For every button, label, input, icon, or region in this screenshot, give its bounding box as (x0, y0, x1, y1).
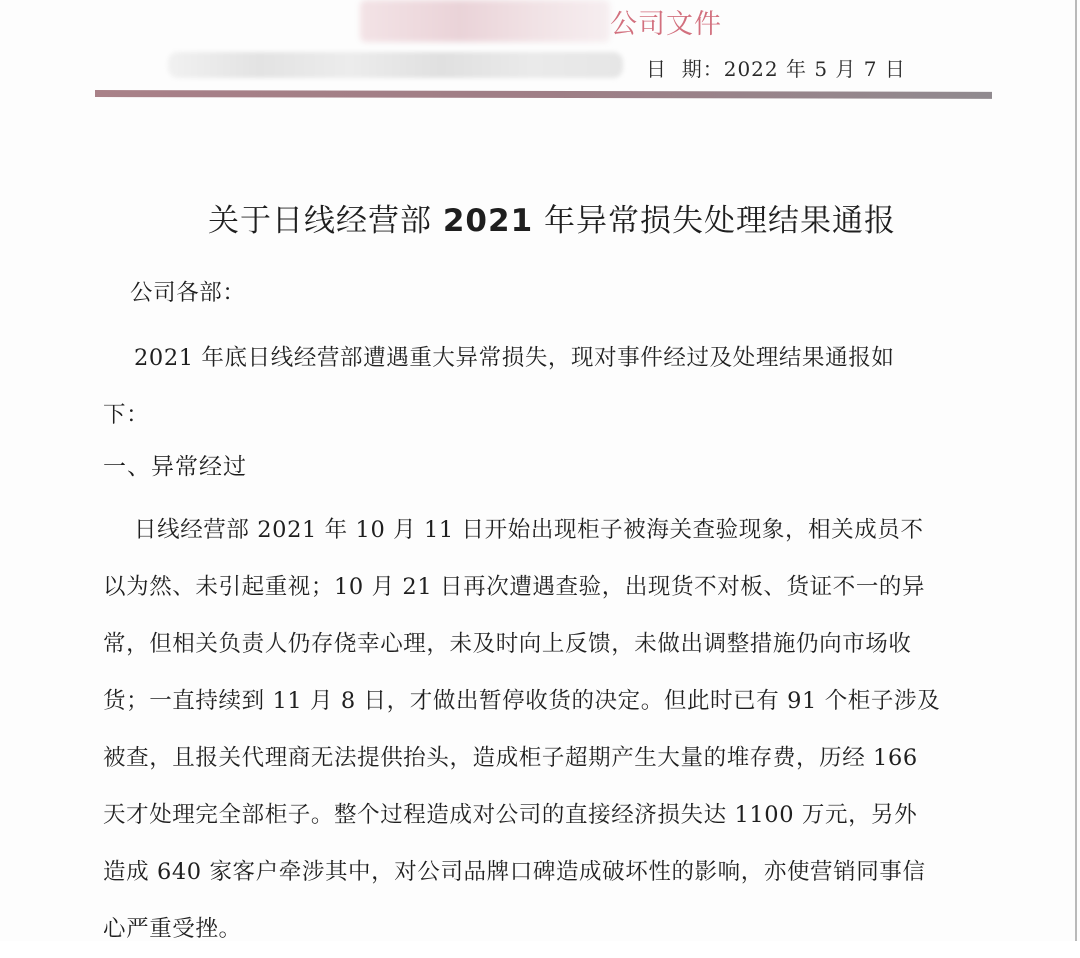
date-value: 2022 年 5 月 7 日 (723, 57, 906, 81)
paragraph-line: 以为然、未引起重视；10 月 21 日再次遭遇查验，出现货不对板、货证不一的异 (103, 574, 926, 600)
redacted-company-name (360, 0, 610, 42)
paragraph-line: 造成 640 家客户牵涉其中，对公司品牌口碑造成破坏性的影响，亦使营销同事信 (103, 859, 926, 885)
title-year: 2021 (442, 203, 534, 239)
header-divider-rule (95, 90, 992, 99)
section-heading-abnormal-process: 一、异常经过 (103, 454, 247, 480)
title-prefix: 关于日线经营部 (208, 203, 443, 239)
redacted-document-number (168, 52, 623, 78)
intro-paragraph (103, 330, 993, 444)
salutation: 公司各部： (130, 280, 246, 306)
paragraph-line: 心严重受挫。 (103, 916, 242, 942)
date-label: 日 期： (646, 57, 724, 81)
paragraph-line: 天才处理完全部柜子。整个过程造成对公司的直接经济损失达 1100 万元，另外 (103, 802, 918, 828)
page-edge (1075, 0, 1077, 941)
paragraph-line: 日线经营部 2021 年 10 月 11 日开始出现柜子被海关查验现象，相关成员不 (103, 517, 924, 543)
document-title (208, 195, 896, 240)
title-suffix: 年异常损失处理结果通报 (533, 203, 896, 239)
company-document-header: 公司文件 (610, 9, 722, 40)
paragraph-line: 被查，且报关代理商无法提供抬头，造成柜子超期产生大量的堆存费，历经 166 (103, 745, 918, 771)
document-date (646, 53, 906, 82)
paragraph-line: 常，但相关负责人仍存侥幸心理，未及时向上反馈，未做出调整措施仍向市场收 (103, 631, 912, 657)
intro-line: 下： (103, 402, 150, 428)
paragraph-line: 货；一直持续到 11 月 8 日，才做出暂停收货的决定。但此时已有 91 个柜子涉及 (103, 688, 941, 714)
section-paragraph (103, 502, 993, 958)
intro-line: 2021 年底日线经营部遭遇重大异常损失，现对事件经过及处理结果通报如 (103, 345, 895, 371)
